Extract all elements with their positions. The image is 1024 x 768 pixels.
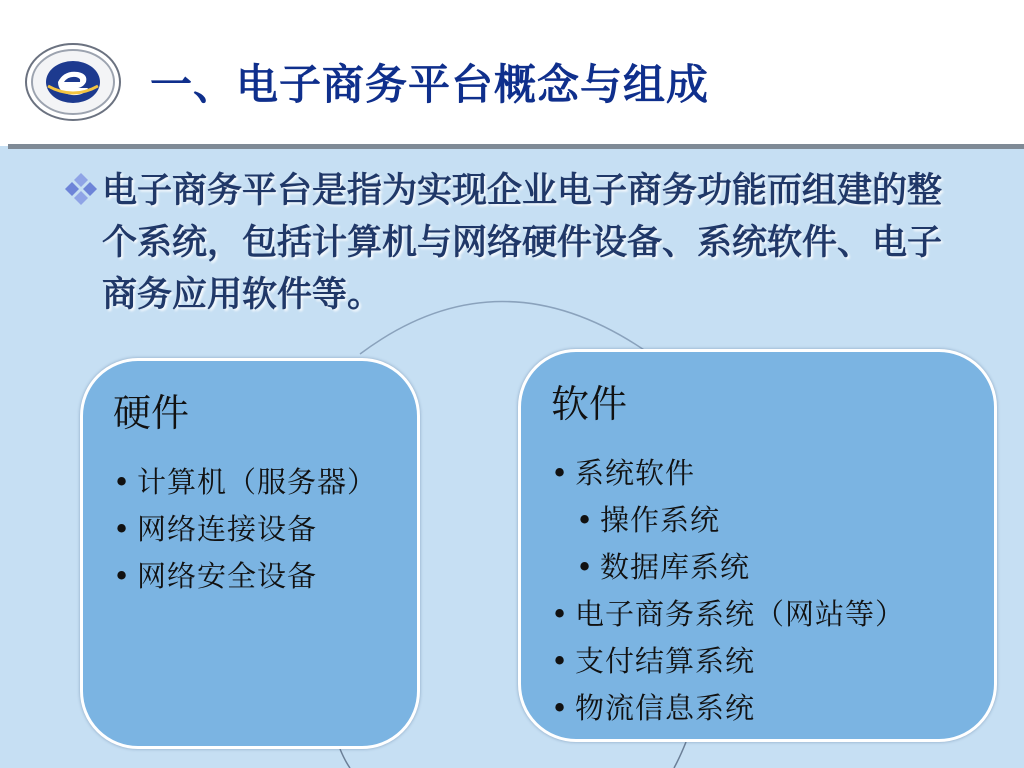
hardware-list (111, 459, 377, 600)
slide-header (0, 0, 1024, 146)
software-card (518, 349, 997, 742)
sub-list-item: • 操作系统 (574, 497, 905, 544)
hardware-card (80, 358, 420, 749)
hardware-card-title: 硬件 (113, 391, 190, 435)
list-item: • 物流信息系统 (549, 685, 905, 732)
list-item: • 系统软件 (549, 450, 905, 497)
list-item: • 支付结算系统 (549, 638, 905, 685)
intro-bullet (64, 165, 964, 321)
list-item: • 网络安全设备 (111, 553, 377, 600)
intro-paragraph: 电子商务平台是指为实现企业电子商务功能而组建的整个系统，包括计算机与网络硬件设备、系统软件、电子商务应用软件等。 (102, 171, 943, 315)
list-item: • 网络连接设备 (111, 506, 377, 553)
list-item: • 电子商务系统（网站等） (549, 591, 905, 638)
college-seal-logo-icon (24, 42, 122, 122)
diamond-bullet-icon (64, 171, 98, 205)
software-list (549, 450, 905, 732)
software-card-title: 软件 (551, 382, 628, 426)
slide-body (0, 149, 1024, 768)
slide-title: 一、电子商务平台概念与组成 (150, 60, 710, 109)
sub-list-item: • 数据库系统 (574, 544, 905, 591)
list-item: • 计算机（服务器） (111, 459, 377, 506)
